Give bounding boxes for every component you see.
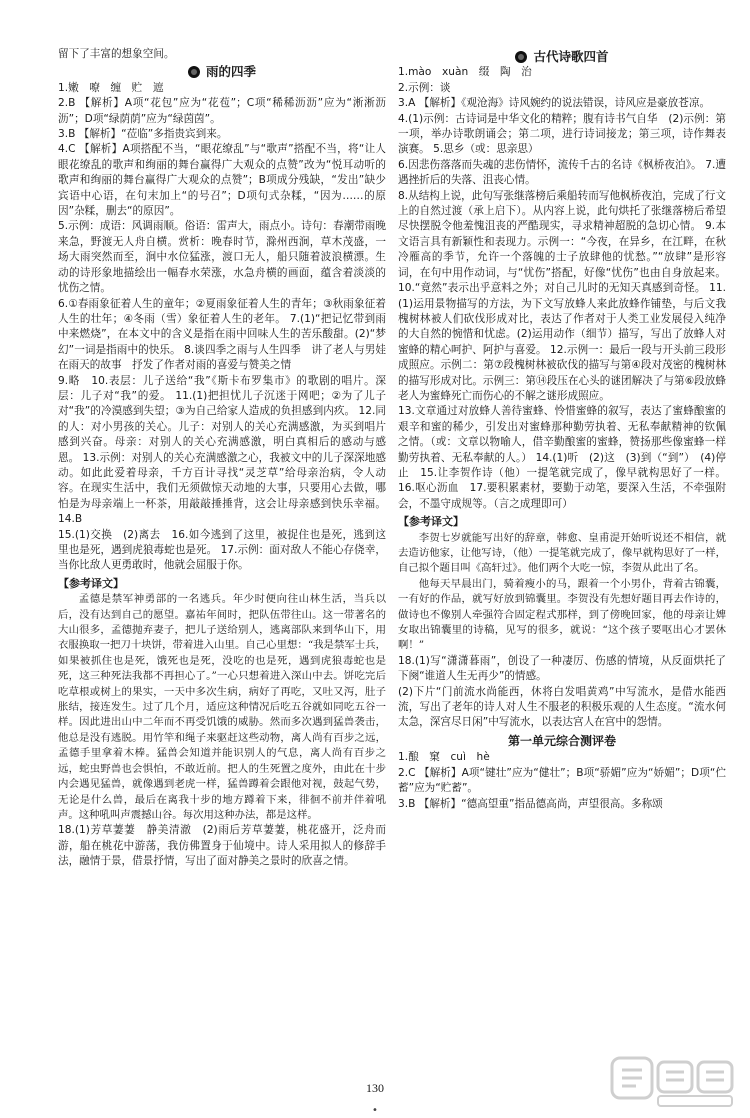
answer-item: 4.(1)示例：古诗词是中华文化的精粹；腹有诗书气自华 (2)示例：第一项，举办诗歌朗诵会；第二项，进行诗词接龙；第三项，诗作舞表演赛。 5.思乡（或：思亲思） — [398, 112, 726, 156]
answer-item: 3.A 【解析】《观沧海》诗风婉约的说法错误，诗风应是豪放苍凉。 — [398, 97, 711, 110]
answer-item: 2.C 【解析】A项“键壮”应为“健壮”；B项“骄媚”应为“娇媚”；D项“伫蓄”应为“贮蓄”。 — [398, 766, 726, 795]
answer-item: 4.C 【解析】A项搭配不当，“眼花缭乱”与“歌声”搭配不当，将“让人眼花缭乱的歌声和绚丽的舞台赢得广大观众的点赞”改为“悦耳动听的歌声和绚丽的舞台赢得广大观众的点赞”；B项成分残缺，“发出”缺少宾语中心语，在句末加上“的号召”；D项句式杂糅，“因为……的原因”杂糅，删去“的原因”。 — [58, 143, 386, 218]
answer-item: (2)下片“门前流水尚能西，休将白发唱黄鸡”中写流水，是借水能西流，写出了老年的诗人对人生不服老的积极乐观的人生态度。“流水何太急，深宫尽日闲”中写流水，以表达宫人在宫中的怨情。 — [398, 685, 726, 729]
answer-item: 1.酿 窠 cuì hè — [398, 751, 490, 764]
section-title: 雨的四季 — [205, 64, 256, 80]
answer-item: 3.B 【解析】“莅临”多指贵宾到来。 — [58, 128, 228, 141]
section-bullet-icon — [188, 66, 200, 78]
answer-item: 5.示例：成语：风调雨顺。俗语：雷声大，雨点小。诗句：春潮带雨晚来急，野渡无人舟自横。赏析：晚春时节，滁州西涧，草木茂盛，一场大雨突然而至，涧中水位猛涨，渡口无人，船只随着波浪横漂。生动的诗形象地描绘出一幅春水荣涨，水急舟横的画面，蕴含着淡淡的忧伤之情。 — [58, 220, 386, 295]
page-number: 130 — [366, 1081, 384, 1095]
reference-translation: 他每天早晨出门，骑着瘦小的马，跟着一个小男仆，背着古锦囊，一有好的作品，就写好放到锦囊里。李贺没有先想好题目再去作诗的，做诗也不像别人牵强符合固定程式那样，到了傍晚回家，他的母亲让婢女取出锦囊里的诗稿，见写的很多，就说：“这个孩子要呕出心才罢休啊！” — [398, 577, 726, 652]
unit-test-heading: 第一单元综合测评卷 — [507, 733, 616, 748]
answer-item: 8.从结构上说，此句写张继落榜后乘船转而写他枫桥夜泊，完成了行文上的自然过渡（承上启下）。从内容上说，此句烘托了张继落榜后希望尽快摆脱令他羞愧沮丧的严酷现实，寻求精神超脱的急切心情。 9.本文语言具有新颖性和表现力。示例一：“今夜，在异乡，在江畔，在秋冷雁高的季节，允许一个落魄的士子放肆他的忧愁。”“放肆”是形容词，在句中用作动词，与“忧伤”搭配，好像“忧伤”也由自身放起来。 10.“竟然”表示出乎意料之外；对自己儿时的无知天真感到奇怪。 11.(1)运用景物描写的方法，为下文写放蜂人来此放蜂作铺垫，与后文我槐树林被人们砍伐形成对比，表达了作者对于人类工业发展侵入纯净的大自然的惋惜和忧虑。(2)运用动作（细节）描写，写出了放蜂人对蜜蜂的精心呵护、阿护与喜爱。 12.示例一：最后一段与开头前三段形成照应。示例二：第⑦段槐树林被砍伐的描写与第④段对茂密的槐树林的描写形成对比。示例三：第⑭段压在心头的谜团解决了与第⑥段放蜂老人为蜜蜂死亡而伤心的不解之谜形成照应。 — [398, 189, 726, 402]
answer-item: 2.B 【解析】A项“花包”应为“花苞”；C项“稀稀沥沥”应为“淅淅沥沥”；D项“绿荫荫”应为“绿茵茵”。 — [58, 97, 386, 125]
reference-translation-heading: 【参考译文】 — [58, 576, 124, 590]
watermark-logo-icon — [610, 1052, 738, 1110]
right-column — [398, 47, 726, 812]
answer-item: 1.mào xuàn 缀 陶 治 — [398, 66, 532, 79]
left-column — [58, 47, 386, 870]
answer-item: 2.示例：谈 — [398, 81, 451, 94]
answer-item: 9.略 10.表层：儿子送给“我”《斯卡布罗集市》的歌剧的唱片。深层：儿子对“我”的爱。 11.(1)把担忧儿子沉迷于网吧；②为了儿子对“我”的冷漠感到失望；③为自己给家人造成的负担感到内疚。 12.同的人：对小男孩的关心。儿子：对别人的关心充满感激，为买到唱片感到兴奋。母亲：对别人的关心充满感激，明白真相后的感动与感恩。 13.示例：对别人的关心充满感激之心，我被文中的儿子深深地感动。如此此爱着母亲，千方百计寻找“灵芝草”给母亲治病，令人动容。在现实生活中，我们无须做惊天动地的大事，只要用心去做，哪怕是为母亲端上一杯茶，用敲敲捶捶背，这会让母亲感到快乐幸福。 14.B — [58, 374, 386, 526]
section-bullet-icon — [515, 51, 527, 63]
answer-item: 13.文章通过对放蜂人善待蜜蜂、怜惜蜜蜂的叙写，表达了蜜蜂酿蜜的艰辛和蜜的稀少，引发出对蜜蜂那种勤劳执着、无私奉献精神的钦佩之情。（或：文章以物喻人，借辛勤酿蜜的蜜蜂，赞扬那些像蜜蜂一样勤劳执着、无私奉献的人。） 14.(1)听 (2)这 (3)到（“到”） (4)停止 15.让李贺作诗（他）一提笔就完成了，像早就构思好了一样。 16.呕心沥血 17.要积累素材，要勤于动笔，要深入生活，不牵强附会，不墨守成规等。（言之成理即可） — [398, 405, 726, 510]
reference-translation: 李贺七岁就能写出好的辞章，韩愈、皇甫湜开始听说还不相信，就去造访他家，让他写诗，（他）一提笔就完成了，像早就构思好了一样，自己拟个题目叫《高轩过》。他们两个大吃一惊，李贺从此出了名。 — [398, 531, 726, 575]
answer-item: 6.①春雨象征着人生的童年；②夏雨象征着人生的青年；③秋雨象征着人生的壮年；④冬雨（雪）象征着人生的老年。 7.(1)“把记忆带到雨中来燃烧”，在本文中的含义是指在雨中回味人生的苦乐酸甜。(2)“梦幻”一词是指雨中的快乐。 8.谈四季之雨与人生四季 讲了老人与男娃在雨天的故事 抒发了作者对雨的喜爱与赞美之情 — [58, 297, 386, 372]
answer-item: 18.(1)写“潇潇暮雨”，创设了一种凄厉、伤感的情境，从反面烘托了下阕“谁道人生无再少”的情感。 — [398, 654, 726, 683]
reference-translation: 孟德是禁军神勇部的一名逃兵。年少时便向往山林生活，当兵以后，没有达到自己的愿望。嘉祐年间时，把队伍带往山。这一带著名的大山很多，孟德抛弃妻子，把儿子送给别人，逃离部队来到华山下，用衣服换取一把刀十块饼，带着进入山里。自己心里想：“我是禁军士兵，如果被抓住也是死，饿死也是死，没吃的也是死，遇到虎狼毒蛇也是死，这三种死法我都不再担心了。”一心只想着进入深山中去。饼吃完后吃草根或树上的果实，一天中多次生病，病好了再吃，又吐又泻，肚子胀结，接连发生。过了几个月，适应这种情况后吃五谷就如同吃五谷一样。因此进出山中二年而不再受饥饿的威胁。然而多次遇到猛兽袭击，他总是没有逃脱。用竹竿和绳子来驱赶这些动物，离人尚有百步之远，孟德手里拿着木棒。猛兽会知道并能识别人的气息，离人尚有百步之远，蛇虫野兽也会惧怕，不敢近前。把人的生死置之度外，由此在十步内会遇见猛兽，就像遇到老虎一样，猛兽蹲着会跟他对视，鼓起气势，无论是什么兽，最后在离我十步的地方蹲着下来，徘徊不前并伴着吼声。这种吼叫声震撼山谷。每次用这种办法，都是这样。 — [58, 593, 386, 821]
section-heading-rain — [58, 64, 386, 79]
answer-item: 18.(1)芳草萋萋 静美清澈 (2)雨后芳草萋萋，桃花盛开，泛舟而游，船在桃花中游荡，我仿佛置身于仙境中。诗人采用拟人的修辞手法，融情于景，借景抒情，写出了面对静美之景时的欣喜之情。 — [58, 824, 386, 868]
reference-translation-heading: 【参考译文】 — [398, 515, 464, 529]
intro-line: 留下了丰富的想象空间。 — [58, 48, 175, 60]
answer-item: 3.B 【解析】“德高望重”指品德高尚，声望很高。多称颂 — [398, 797, 663, 810]
footer-dot: • — [372, 1105, 378, 1116]
section-heading-poems — [398, 49, 726, 64]
answer-item: 6.因悲伤落落而失魂的悲伤情怀，流传千古的名诗《枫桥夜泊》。 7.遭遇挫折后的失落、沮丧心情。 — [398, 158, 726, 187]
answer-item: 15.(1)交换 (2)离去 16.如今逃到了这里，被捉住也是死，逃到这里也是死，遇到虎狼毒蛇也是死。 17.示例：面对敌人不能心存侥幸，当你比敌人更勇敢时，他就会屈服于你。 — [58, 528, 386, 572]
section-title: 古代诗歌四首 — [533, 49, 609, 64]
answer-item: 1.嫩 嘹 缠 贮 遮 — [58, 81, 164, 94]
